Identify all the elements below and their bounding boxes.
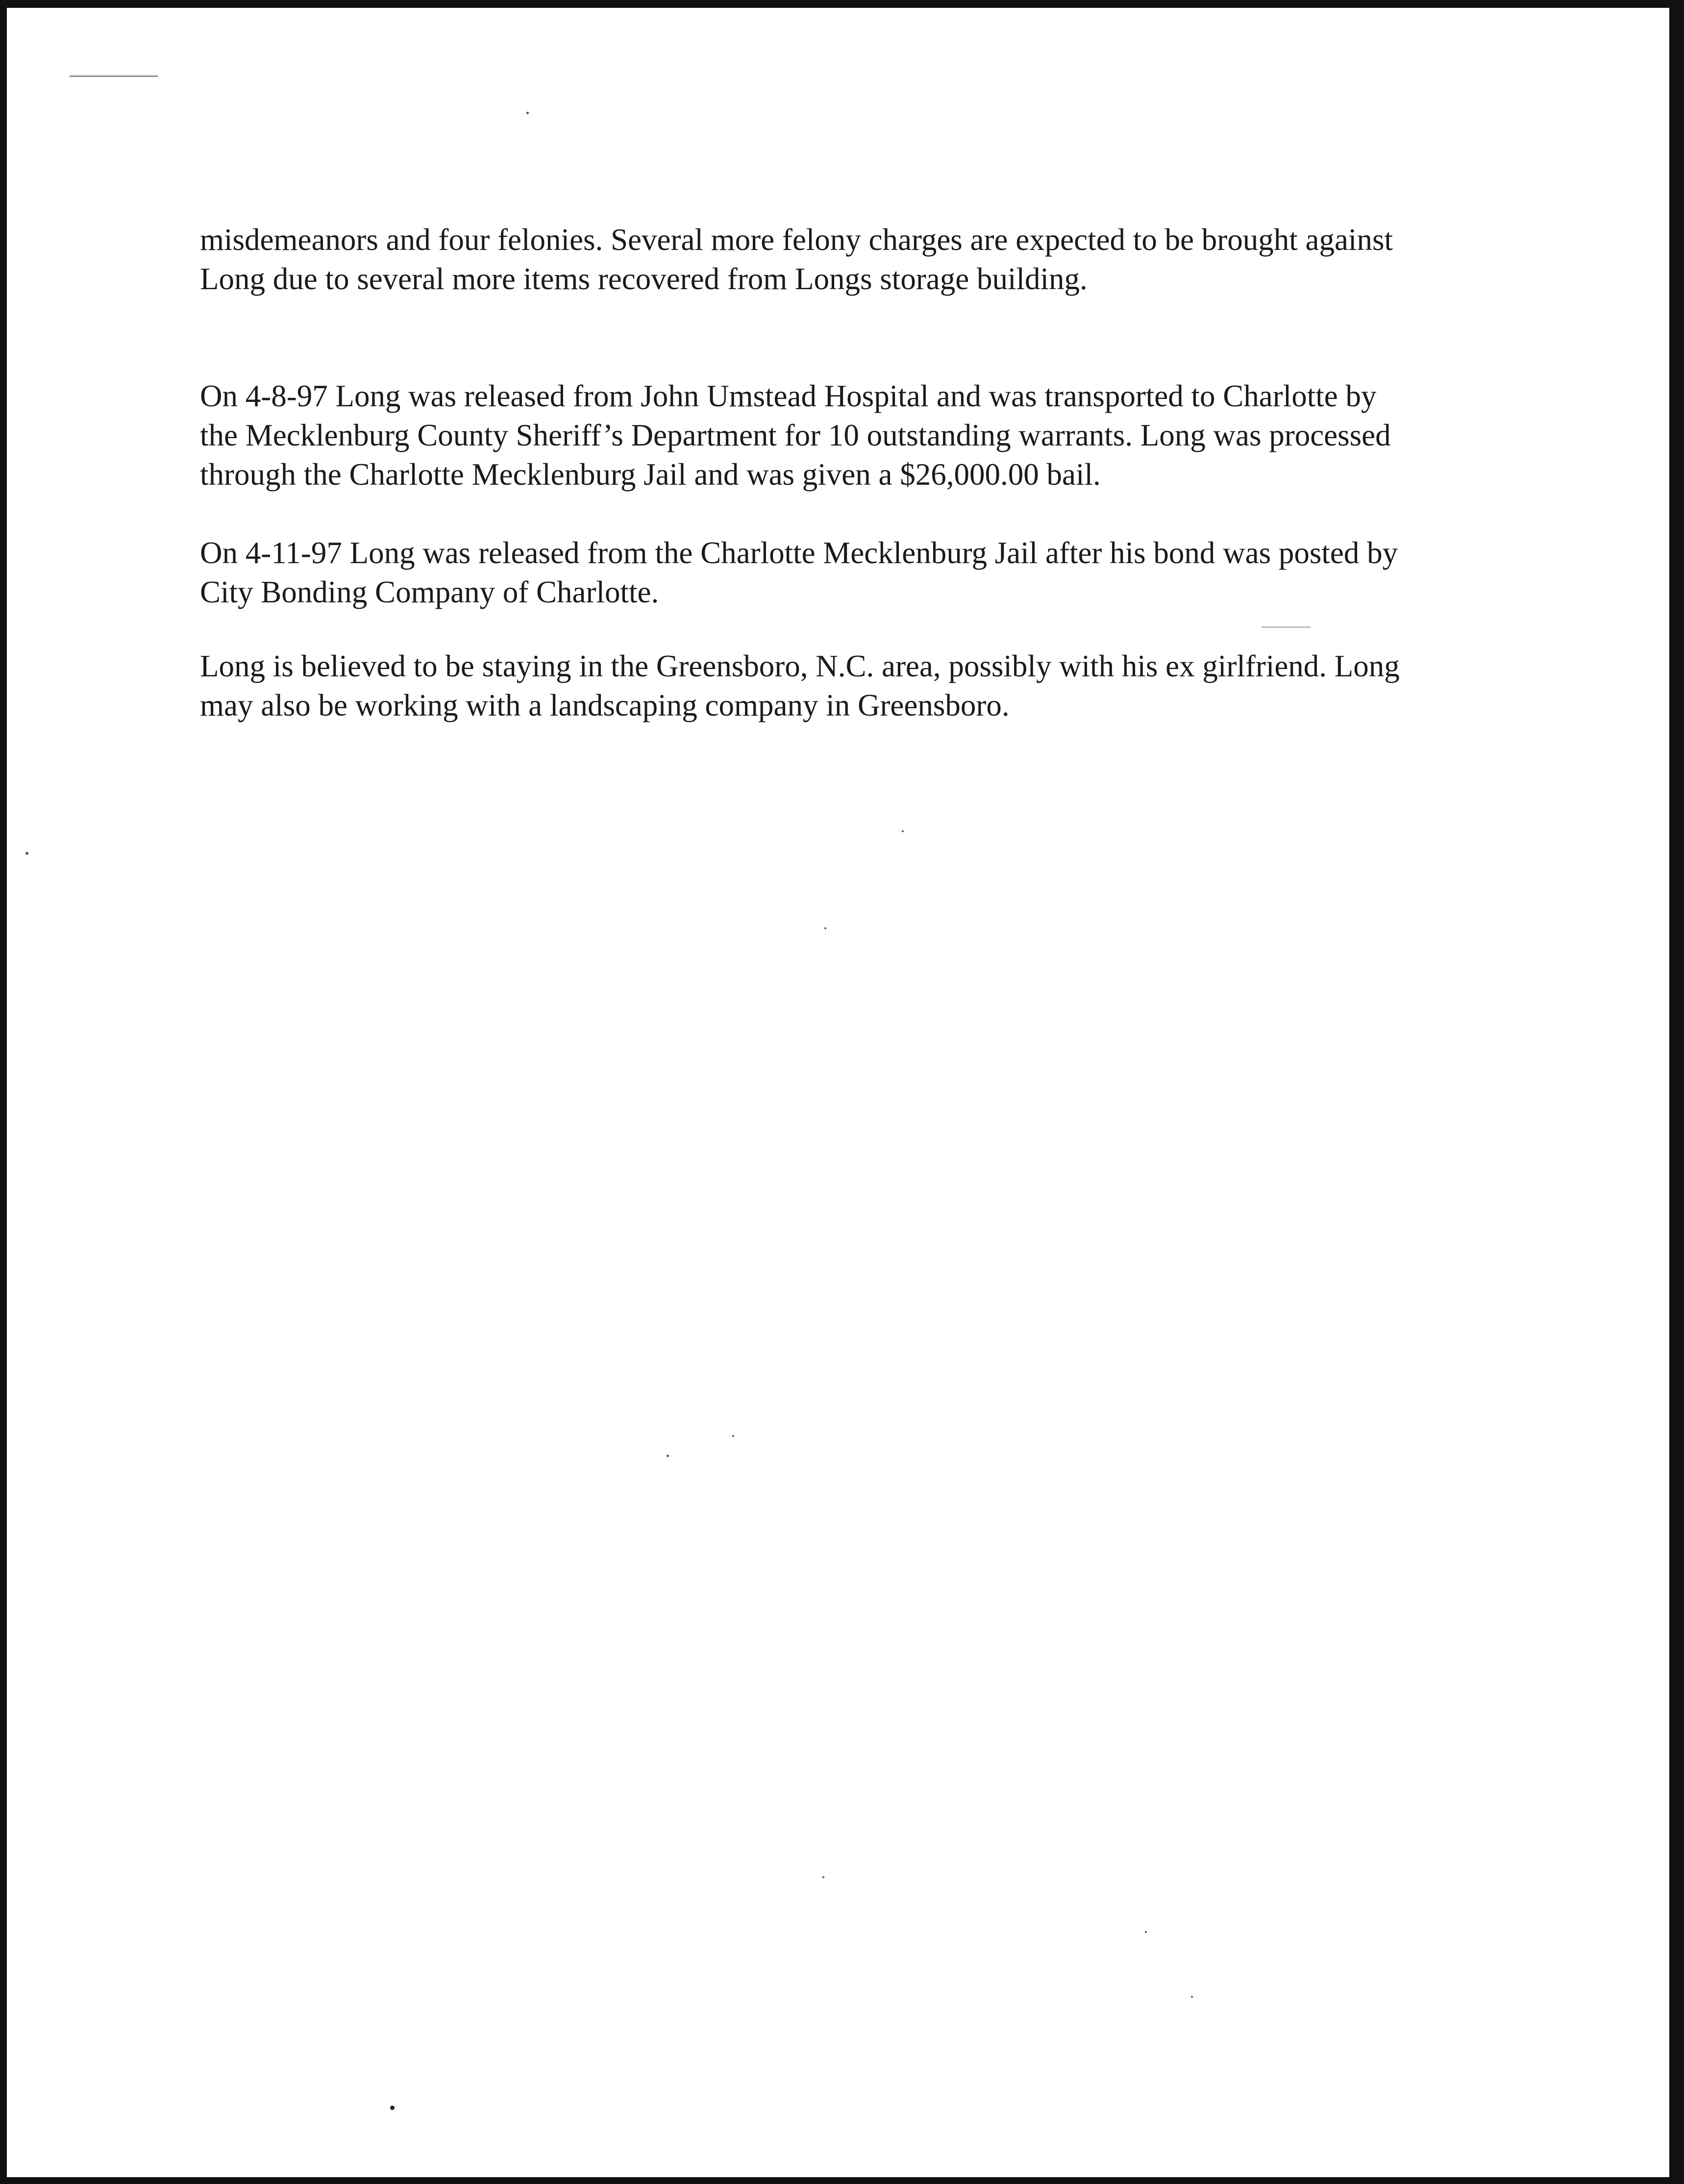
paragraph-1 (200, 220, 1474, 298)
scan-speck (390, 2106, 395, 2110)
paragraph-1-line-1: misdemeanors and four felonies. Several more felony charges are expected to be brought against (200, 223, 1393, 257)
scan-speck (824, 927, 826, 929)
scan-speck (25, 852, 28, 855)
paragraph-4-line-1: Long is believed to be staying in the Greensboro, N.C. area, possibly with his ex girlfriend. Long (200, 649, 1400, 683)
scan-speck (902, 830, 904, 832)
paragraph-4 (200, 646, 1474, 725)
scan-mark (1262, 626, 1311, 628)
paragraph-2-line-3: through the Charlotte Mecklenburg Jail and was given a $26,000.00 bail. (200, 457, 1101, 492)
scan-speck (822, 1876, 824, 1878)
scan-speck (1145, 1931, 1147, 1933)
scan-speck (667, 1455, 669, 1457)
scan-speck (1191, 1996, 1193, 1998)
paragraph-3-line-2: City Bonding Company of Charlotte. (200, 575, 659, 609)
paragraph-2 (200, 376, 1474, 494)
scan-speck (732, 1435, 734, 1437)
paragraph-3 (200, 533, 1474, 612)
paragraph-3-line-1: On 4-11-97 Long was released from the Charlotte Mecklenburg Jail after his bond was posted by (200, 536, 1398, 570)
paragraph-2-line-2: the Mecklenburg County Sheriff’s Department for 10 outstanding warrants. Long was processed (200, 418, 1391, 452)
scan-mark (70, 75, 158, 77)
paragraph-4-line-2: may also be working with a landscaping company in Greensboro. (200, 688, 1010, 722)
paragraph-1-line-2: Long due to several more items recovered from Longs storage building. (200, 262, 1088, 296)
scan-speck (526, 112, 529, 114)
paragraph-2-line-1: On 4-8-97 Long was released from John Umstead Hospital and was transported to Charlotte by (200, 379, 1377, 413)
